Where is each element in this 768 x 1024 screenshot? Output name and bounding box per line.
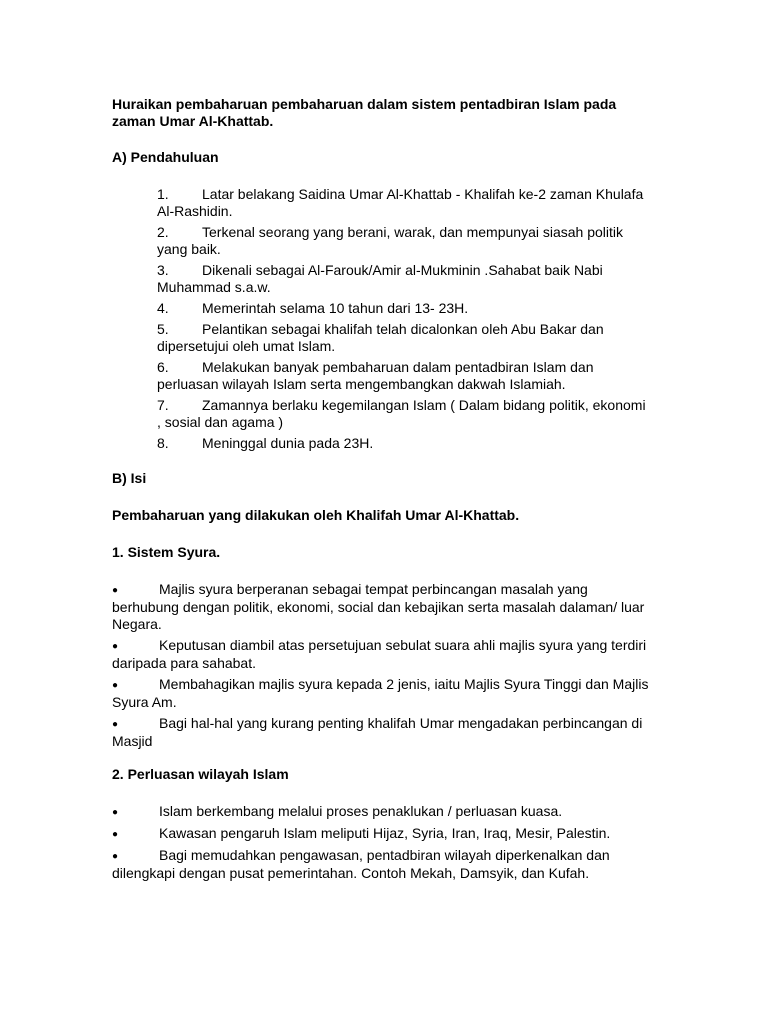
list-item bbox=[112, 803, 652, 821]
item-number: 5. bbox=[157, 321, 169, 337]
item-text: Meninggal dunia pada 23H. bbox=[202, 435, 374, 451]
list-item bbox=[112, 581, 652, 633]
wilayah-heading: 2. Perluasan wilayah Islam bbox=[112, 766, 289, 782]
list-item bbox=[157, 300, 652, 317]
list-item bbox=[112, 676, 652, 711]
list-item bbox=[157, 397, 652, 431]
item-text: Islam berkembang melalui proses penaklukan / perluasan kuasa. bbox=[159, 803, 563, 819]
list-item bbox=[112, 825, 652, 843]
list-item bbox=[157, 224, 652, 258]
list-item bbox=[112, 637, 652, 672]
bullet-icon: ● bbox=[112, 641, 119, 652]
item-number: 6. bbox=[157, 359, 169, 375]
item-number: 1. bbox=[157, 186, 169, 202]
bullet-icon: ● bbox=[112, 680, 119, 691]
wilayah-list bbox=[112, 803, 652, 882]
pendahuluan-list bbox=[112, 186, 652, 452]
list-item bbox=[157, 321, 652, 355]
item-text: Bagi hal-hal yang kurang penting khalifah Umar mengadakan perbincangan di Masjid bbox=[112, 715, 643, 749]
bullet-icon: ● bbox=[112, 585, 119, 596]
syura-heading: 1. Sistem Syura. bbox=[112, 544, 221, 560]
list-item bbox=[157, 435, 652, 452]
item-number: 8. bbox=[157, 435, 169, 451]
bullet-icon: ● bbox=[112, 851, 119, 862]
item-text: Bagi memudahkan pengawasan, pentadbiran wilayah diperkenalkan dan dilengkapi dengan pusat pemerintahan. Contoh Mekah, Damsyik, dan Kufah. bbox=[112, 847, 610, 881]
item-number: 4. bbox=[157, 300, 169, 316]
bullet-icon: ● bbox=[112, 829, 119, 840]
bullet-icon: ● bbox=[112, 807, 119, 818]
syura-list bbox=[112, 581, 652, 750]
document-page bbox=[112, 96, 652, 898]
document-title: Huraikan pembaharuan pembaharuan dalam sistem pentadbiran Islam pada zaman Umar Al-Khattab. bbox=[112, 96, 617, 129]
list-item bbox=[157, 262, 652, 296]
list-item bbox=[112, 715, 652, 750]
item-text: Memerintah selama 10 tahun dari 13- 23H. bbox=[202, 300, 469, 316]
item-text: Dikenali sebagai Al-Farouk/Amir al-Mukminin .Sahabat baik Nabi Muhammad s.a.w. bbox=[157, 262, 603, 295]
item-text: Latar belakang Saidina Umar Al-Khattab - Khalifah ke-2 zaman Khulafa Al-Rashidin. bbox=[157, 186, 644, 219]
item-text: Keputusan diambil atas persetujuan sebulat suara ahli majlis syura yang terdiri daripada para sahabat. bbox=[112, 637, 647, 671]
item-text: Pelantikan sebagai khalifah telah dicalonkan oleh Abu Bakar dan dipersetujui oleh umat Islam. bbox=[157, 321, 604, 354]
list-item bbox=[157, 186, 652, 220]
item-text: Zamannya berlaku kegemilangan Islam ( Dalam bidang politik, ekonomi , sosial dan agama ) bbox=[157, 397, 646, 430]
item-number: 7. bbox=[157, 397, 169, 413]
list-item bbox=[157, 359, 652, 393]
bullet-icon: ● bbox=[112, 719, 119, 730]
item-text: Membahagikan majlis syura kepada 2 jenis, iaitu Majlis Syura Tinggi dan Majlis Syura Am. bbox=[112, 676, 649, 710]
item-text: Kawasan pengaruh Islam meliputi Hijaz, Syria, Iran, Iraq, Mesir, Palestin. bbox=[159, 825, 611, 841]
section-a-heading: A) Pendahuluan bbox=[112, 149, 219, 165]
list-item bbox=[112, 847, 652, 882]
item-number: 3. bbox=[157, 262, 169, 278]
item-text: Melakukan banyak pembaharuan dalam pentadbiran Islam dan perluasan wilayah Islam serta mengembangkan dakwah Islamiah. bbox=[157, 359, 594, 392]
item-text: Terkenal seorang yang berani, warak, dan mempunyai siasah politik yang baik. bbox=[157, 224, 624, 257]
item-text: Majlis syura berperanan sebagai tempat perbincangan masalah yang berhubung dengan politik, ekonomi, social dan kebajikan serta masalah dalaman/ luar Negara. bbox=[112, 581, 645, 632]
section-b-subheading: Pembaharuan yang dilakukan oleh Khalifah Umar Al-Khattab. bbox=[112, 507, 520, 523]
section-b-heading: B) Isi bbox=[112, 470, 147, 486]
item-number: 2. bbox=[157, 224, 169, 240]
